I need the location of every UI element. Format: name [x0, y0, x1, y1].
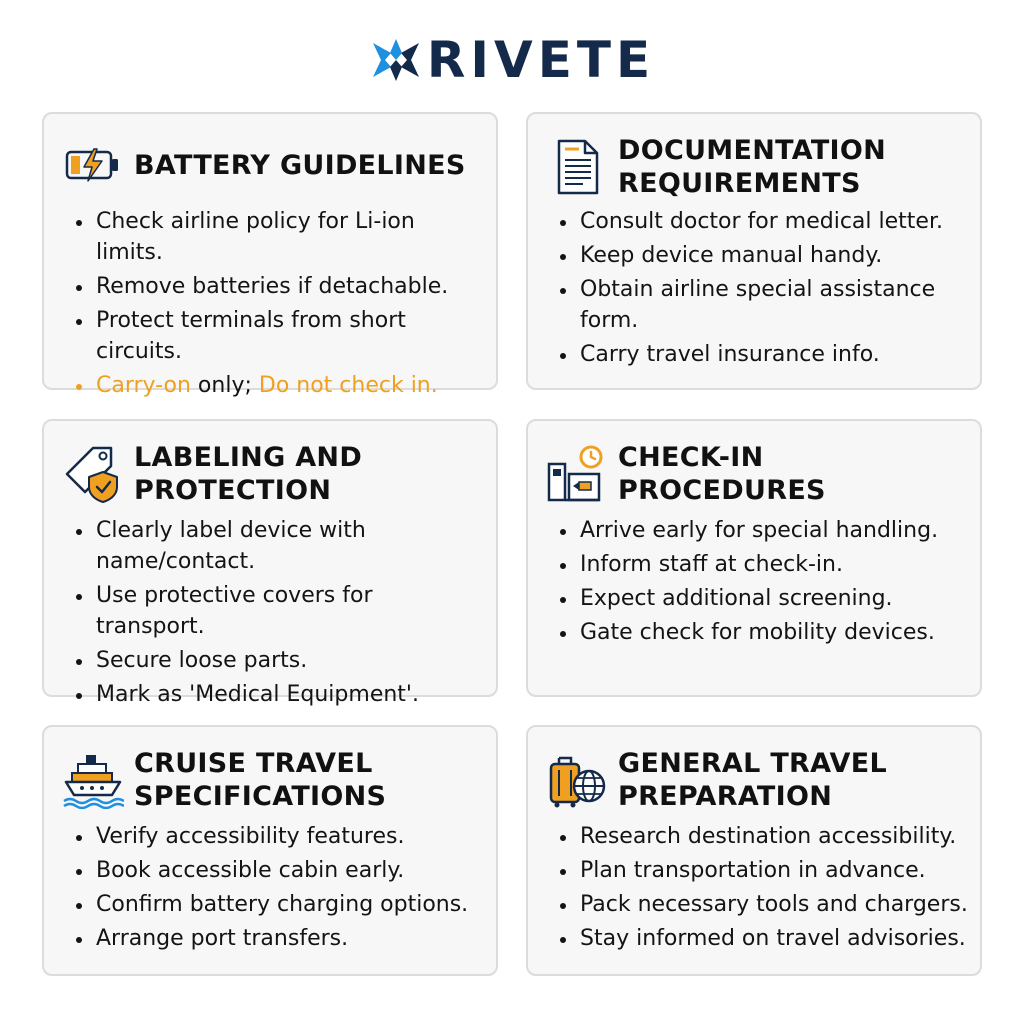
warning-only: only;	[190, 373, 259, 398]
tag-shield-icon	[62, 443, 124, 505]
card-general-travel-preparation	[526, 725, 982, 976]
card-item-list	[558, 206, 970, 373]
list-item: Consult doctor for medical letter.	[558, 206, 970, 237]
list-item: Keep device manual handy.	[558, 240, 970, 271]
card-title: CRUISE TRAVEL SPECIFICATIONS	[134, 748, 387, 812]
list-item: Pack necessary tools and chargers.	[558, 889, 970, 920]
list-item: Carry travel insurance info.	[558, 339, 970, 370]
list-item: Book accessible cabin early.	[74, 855, 486, 886]
list-item: Inform staff at check-in.	[558, 549, 970, 580]
card-cruise-travel-specifications	[42, 725, 498, 976]
warning-do-not-check-in: Do not check in.	[258, 373, 438, 398]
list-item: Gate check for mobility devices.	[558, 617, 970, 648]
card-check-in-procedures	[526, 419, 982, 697]
card-title: DOCUMENTATION REQUIREMENTS	[618, 135, 887, 199]
star-logo-icon	[369, 33, 423, 87]
card-item-list	[74, 515, 486, 713]
card-item-list	[558, 821, 970, 957]
list-item: Check airline policy for Li-ion limits.	[74, 206, 486, 268]
warning-carry-on: Carry-on	[96, 373, 191, 398]
card-battery-guidelines	[42, 112, 498, 398]
list-item: Protect terminals from short circuits.	[74, 305, 486, 367]
card-title: BATTERY GUIDELINES	[134, 149, 466, 181]
card-item-list	[558, 515, 970, 651]
carry-on-warning	[74, 370, 486, 401]
list-item: Plan transportation in advance.	[558, 855, 970, 886]
list-item: Stay informed on travel advisories.	[558, 923, 970, 954]
card-item-list	[74, 821, 486, 957]
card-title: GENERAL TRAVEL PREPARATION	[618, 748, 887, 812]
list-item: Arrange port transfers.	[74, 923, 486, 954]
card-labeling-protection	[42, 419, 498, 707]
list-item: Obtain airline special assistance form.	[558, 274, 970, 336]
list-item: Expect additional screening.	[558, 583, 970, 614]
brand-name: RIVETE	[426, 31, 656, 89]
card-title: LABELING AND PROTECTION	[134, 442, 363, 506]
list-item: Use protective covers for transport.	[74, 580, 486, 642]
list-item: Research destination accessibility.	[558, 821, 970, 852]
list-item: Confirm battery charging options.	[74, 889, 486, 920]
check-in-counter-icon	[546, 443, 608, 505]
cruise-ship-icon	[62, 749, 124, 811]
list-item: Mark as 'Medical Equipment'.	[74, 679, 486, 710]
list-item: Secure loose parts.	[74, 645, 486, 676]
card-title: CHECK-IN PROCEDURES	[618, 442, 826, 506]
document-icon	[546, 136, 608, 198]
card-documentation-requirements	[526, 112, 982, 390]
list-item: Arrive early for special handling.	[558, 515, 970, 546]
list-item: Remove batteries if detachable.	[74, 271, 486, 302]
brand-logo	[0, 30, 1024, 90]
card-item-list	[74, 206, 486, 404]
list-item: Verify accessibility features.	[74, 821, 486, 852]
luggage-globe-icon	[546, 749, 608, 811]
battery-charging-icon	[62, 134, 124, 196]
list-item: Clearly label device with name/contact.	[74, 515, 486, 577]
